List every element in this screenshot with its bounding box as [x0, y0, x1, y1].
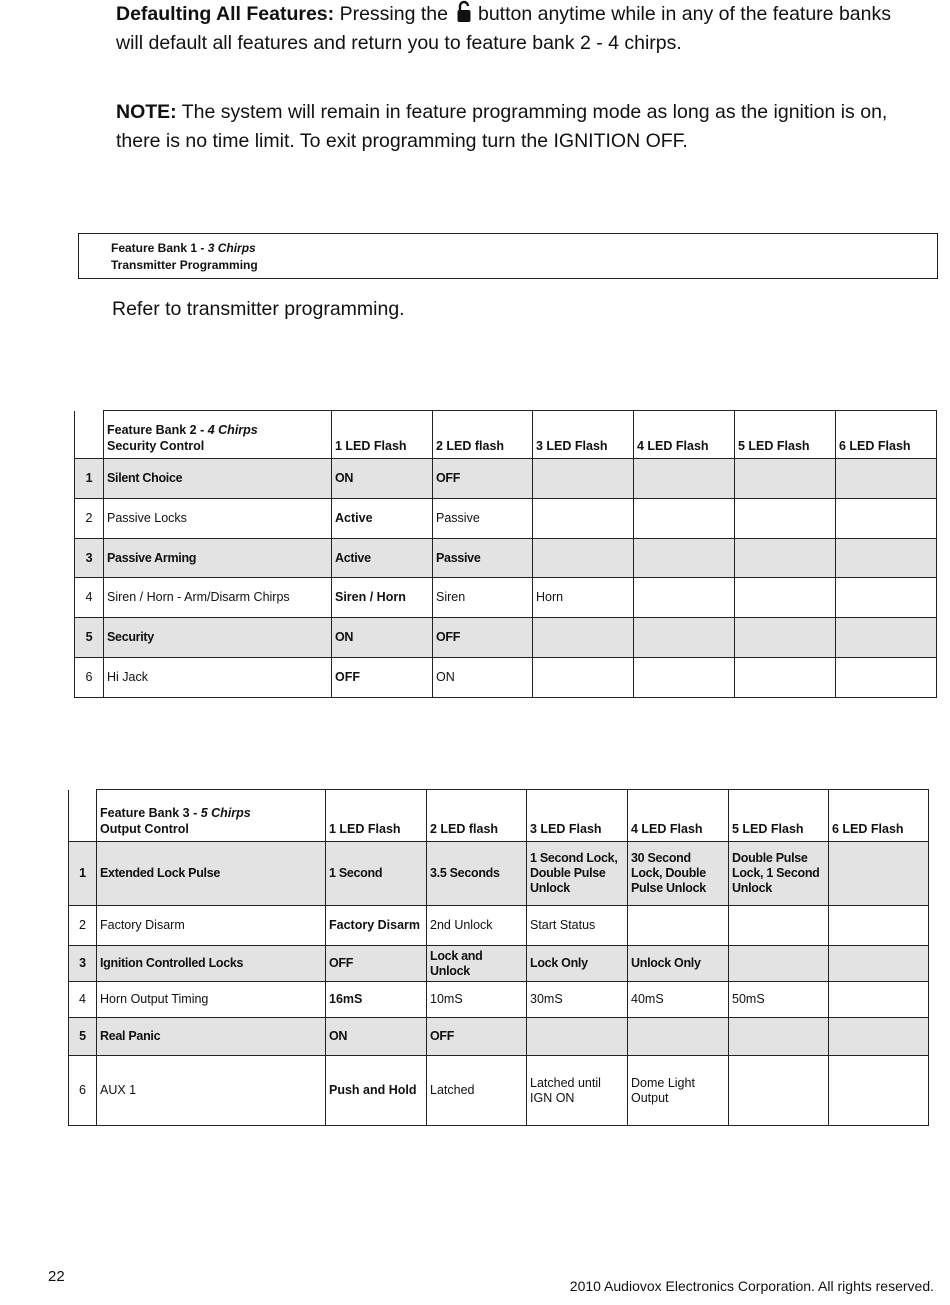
- table-cell: 3: [75, 539, 104, 578]
- header-col-3: 3 LED Flash: [527, 790, 628, 842]
- table-row: [75, 658, 937, 698]
- table-cell: Silent Choice: [104, 459, 332, 499]
- table-cell: Start Status: [527, 906, 628, 946]
- table-cell: ON: [433, 658, 533, 698]
- table-cell: [735, 499, 836, 539]
- header-title-cell: [97, 790, 326, 842]
- table-cell: [533, 459, 634, 499]
- header-col-2: 2 LED flash: [427, 790, 527, 842]
- table-cell: 2: [75, 499, 104, 539]
- table-row: [75, 499, 937, 539]
- table-cell: [836, 618, 937, 658]
- table-cell: [729, 906, 829, 946]
- table-cell: 30mS: [527, 982, 628, 1018]
- feature-bank-1-title: [111, 240, 937, 257]
- table-cell: OFF: [326, 946, 427, 982]
- table-cell: [634, 499, 735, 539]
- header-col-6: 6 LED Flash: [836, 411, 937, 459]
- feature-bank-3-table: [68, 789, 929, 1126]
- header-col-1: 1 LED Flash: [332, 411, 433, 459]
- table-cell: [836, 658, 937, 698]
- table-row: [69, 906, 929, 946]
- table-cell: Extended Lock Pulse: [97, 842, 326, 906]
- header-col-1: 1 LED Flash: [326, 790, 427, 842]
- table-cell: [634, 578, 735, 618]
- table-cell: Double Pulse Lock, 1 Second Unlock: [729, 842, 829, 906]
- table-cell: [533, 658, 634, 698]
- table-cell: [829, 842, 929, 906]
- defaulting-text-start: Pressing the: [339, 3, 448, 25]
- table-row: [69, 1018, 929, 1056]
- table-cell: [836, 499, 937, 539]
- table-cell: Horn: [533, 578, 634, 618]
- table-cell: 5: [69, 1018, 97, 1056]
- table-cell: ON: [326, 1018, 427, 1056]
- table-cell: [527, 1018, 628, 1056]
- table-title-text: Feature Bank 1 -: [111, 241, 208, 255]
- table-cell: 3.5 Seconds: [427, 842, 527, 906]
- table-cell: [729, 1056, 829, 1126]
- table-row: [75, 459, 937, 499]
- table-cell: Real Panic: [97, 1018, 326, 1056]
- table-cell: [735, 618, 836, 658]
- note-paragraph: [116, 98, 916, 156]
- table-cell: Unlock Only: [628, 946, 729, 982]
- table-cell: Latched: [427, 1056, 527, 1126]
- table-cell: 1 Second: [326, 842, 427, 906]
- table-cell: [729, 946, 829, 982]
- header-col-4: 4 LED Flash: [634, 411, 735, 459]
- table-cell: [829, 906, 929, 946]
- table-cell: [829, 1018, 929, 1056]
- table-cell: 1: [75, 459, 104, 499]
- table-cell: 5: [75, 618, 104, 658]
- table-header-row: [75, 411, 937, 459]
- header-title-cell: [104, 411, 332, 459]
- table-row: [69, 842, 929, 906]
- table-cell: [634, 459, 735, 499]
- table-cell: ON: [332, 459, 433, 499]
- note-label: NOTE:: [116, 101, 177, 123]
- table-row: [69, 982, 929, 1018]
- header-col-5: 5 LED Flash: [729, 790, 829, 842]
- table-title-text: 3 Chirps: [207, 241, 256, 255]
- table-cell: 30 Second Lock, Double Pulse Unlock: [628, 842, 729, 906]
- table-cell: OFF: [433, 618, 533, 658]
- header-col-2: 2 LED flash: [433, 411, 533, 459]
- lock-icon: [456, 0, 472, 24]
- table-cell: AUX 1: [97, 1056, 326, 1126]
- table-cell: 6: [75, 658, 104, 698]
- refer-text: Refer to transmitter programming.: [112, 298, 405, 320]
- table-cell: Lock and Unlock: [427, 946, 527, 982]
- table-cell: 3: [69, 946, 97, 982]
- table-cell: Horn Output Timing: [97, 982, 326, 1018]
- table-cell: Factory Disarm: [326, 906, 427, 946]
- table-cell: 50mS: [729, 982, 829, 1018]
- table-cell: Security: [104, 618, 332, 658]
- table-cell: [836, 578, 937, 618]
- table-cell: Passive: [433, 499, 533, 539]
- feature-bank-2-table: [74, 410, 937, 698]
- feature-bank-1-subtitle: Transmitter Programming: [111, 258, 258, 272]
- table-cell: OFF: [433, 459, 533, 499]
- table-cell: Passive Arming: [104, 539, 332, 578]
- table-cell: [634, 539, 735, 578]
- table-cell: 40mS: [628, 982, 729, 1018]
- table-cell: [533, 618, 634, 658]
- table-cell: [829, 1056, 929, 1126]
- note-text: The system will remain in feature programming mode as long as the ignition is on, there is no time limit. To exit programming turn the IGNITION OFF.: [116, 101, 888, 152]
- table-cell: 4: [75, 578, 104, 618]
- table-cell: 2nd Unlock: [427, 906, 527, 946]
- table-cell: Passive Locks: [104, 499, 332, 539]
- table-cell: [628, 1018, 729, 1056]
- table-cell: [836, 459, 937, 499]
- header-col-3: 3 LED Flash: [533, 411, 634, 459]
- defaulting-paragraph: [116, 0, 916, 58]
- table-cell: [735, 539, 836, 578]
- table-cell: Siren / Horn: [332, 578, 433, 618]
- table-title-text: Feature Bank 3 - 5 Chirps: [100, 806, 251, 820]
- feature-bank-1-box: [78, 233, 938, 279]
- table-cell: 4: [69, 982, 97, 1018]
- table-cell: [533, 499, 634, 539]
- table-cell: Dome Light Output: [628, 1056, 729, 1126]
- defaulting-label: Defaulting All Features:: [116, 3, 335, 25]
- table-cell: 10mS: [427, 982, 527, 1018]
- table-cell: OFF: [332, 658, 433, 698]
- table-row: [75, 578, 937, 618]
- table-row: [75, 539, 937, 578]
- header-num-cell: [69, 790, 97, 842]
- table-cell: [634, 618, 735, 658]
- table-cell: [836, 539, 937, 578]
- table-cell: [634, 658, 735, 698]
- table-cell: Passive: [433, 539, 533, 578]
- table-cell: 1: [69, 842, 97, 906]
- table-cell: [628, 906, 729, 946]
- table-cell: [729, 1018, 829, 1056]
- table-title-text: Security Control: [107, 439, 205, 453]
- table-cell: Siren: [433, 578, 533, 618]
- table-cell: Active: [332, 499, 433, 539]
- table-cell: 1 Second Lock, Double Pulse Unlock: [527, 842, 628, 906]
- table-row: [75, 618, 937, 658]
- header-col-6: 6 LED Flash: [829, 790, 929, 842]
- header-col-4: 4 LED Flash: [628, 790, 729, 842]
- table-cell: 6: [69, 1056, 97, 1126]
- table-cell: [829, 982, 929, 1018]
- table-row: [69, 946, 929, 982]
- table-cell: Siren / Horn - Arm/Disarm Chirps: [104, 578, 332, 618]
- page-number: 22: [48, 1268, 65, 1285]
- copyright-notice: 2010 Audiovox Electronics Corporation. All rights reserved.: [569, 1278, 934, 1294]
- table-title-text: Feature Bank 2 - 4 Chirps: [107, 423, 258, 437]
- table-cell: Active: [332, 539, 433, 578]
- table-cell: [735, 658, 836, 698]
- table-cell: OFF: [427, 1018, 527, 1056]
- table-cell: 16mS: [326, 982, 427, 1018]
- table-header-row: [69, 790, 929, 842]
- table-cell: ON: [332, 618, 433, 658]
- table-row: [69, 1056, 929, 1126]
- table-cell: [735, 578, 836, 618]
- table-title-text: Output Control: [100, 822, 189, 836]
- table-cell: [735, 459, 836, 499]
- table-cell: Push and Hold: [326, 1056, 427, 1126]
- table-cell: [829, 946, 929, 982]
- header-num-cell: [75, 411, 104, 459]
- table-cell: [533, 539, 634, 578]
- table-cell: Factory Disarm: [97, 906, 326, 946]
- table-cell: 2: [69, 906, 97, 946]
- table-cell: Ignition Controlled Locks: [97, 946, 326, 982]
- table-cell: Lock Only: [527, 946, 628, 982]
- table-cell: Latched until IGN ON: [527, 1056, 628, 1126]
- header-col-5: 5 LED Flash: [735, 411, 836, 459]
- defaulting-text-end: button anytime while in any of the feature banks will default all features and return you to feature bank 2 - 4 chirps.: [116, 3, 891, 54]
- table-cell: Hi Jack: [104, 658, 332, 698]
